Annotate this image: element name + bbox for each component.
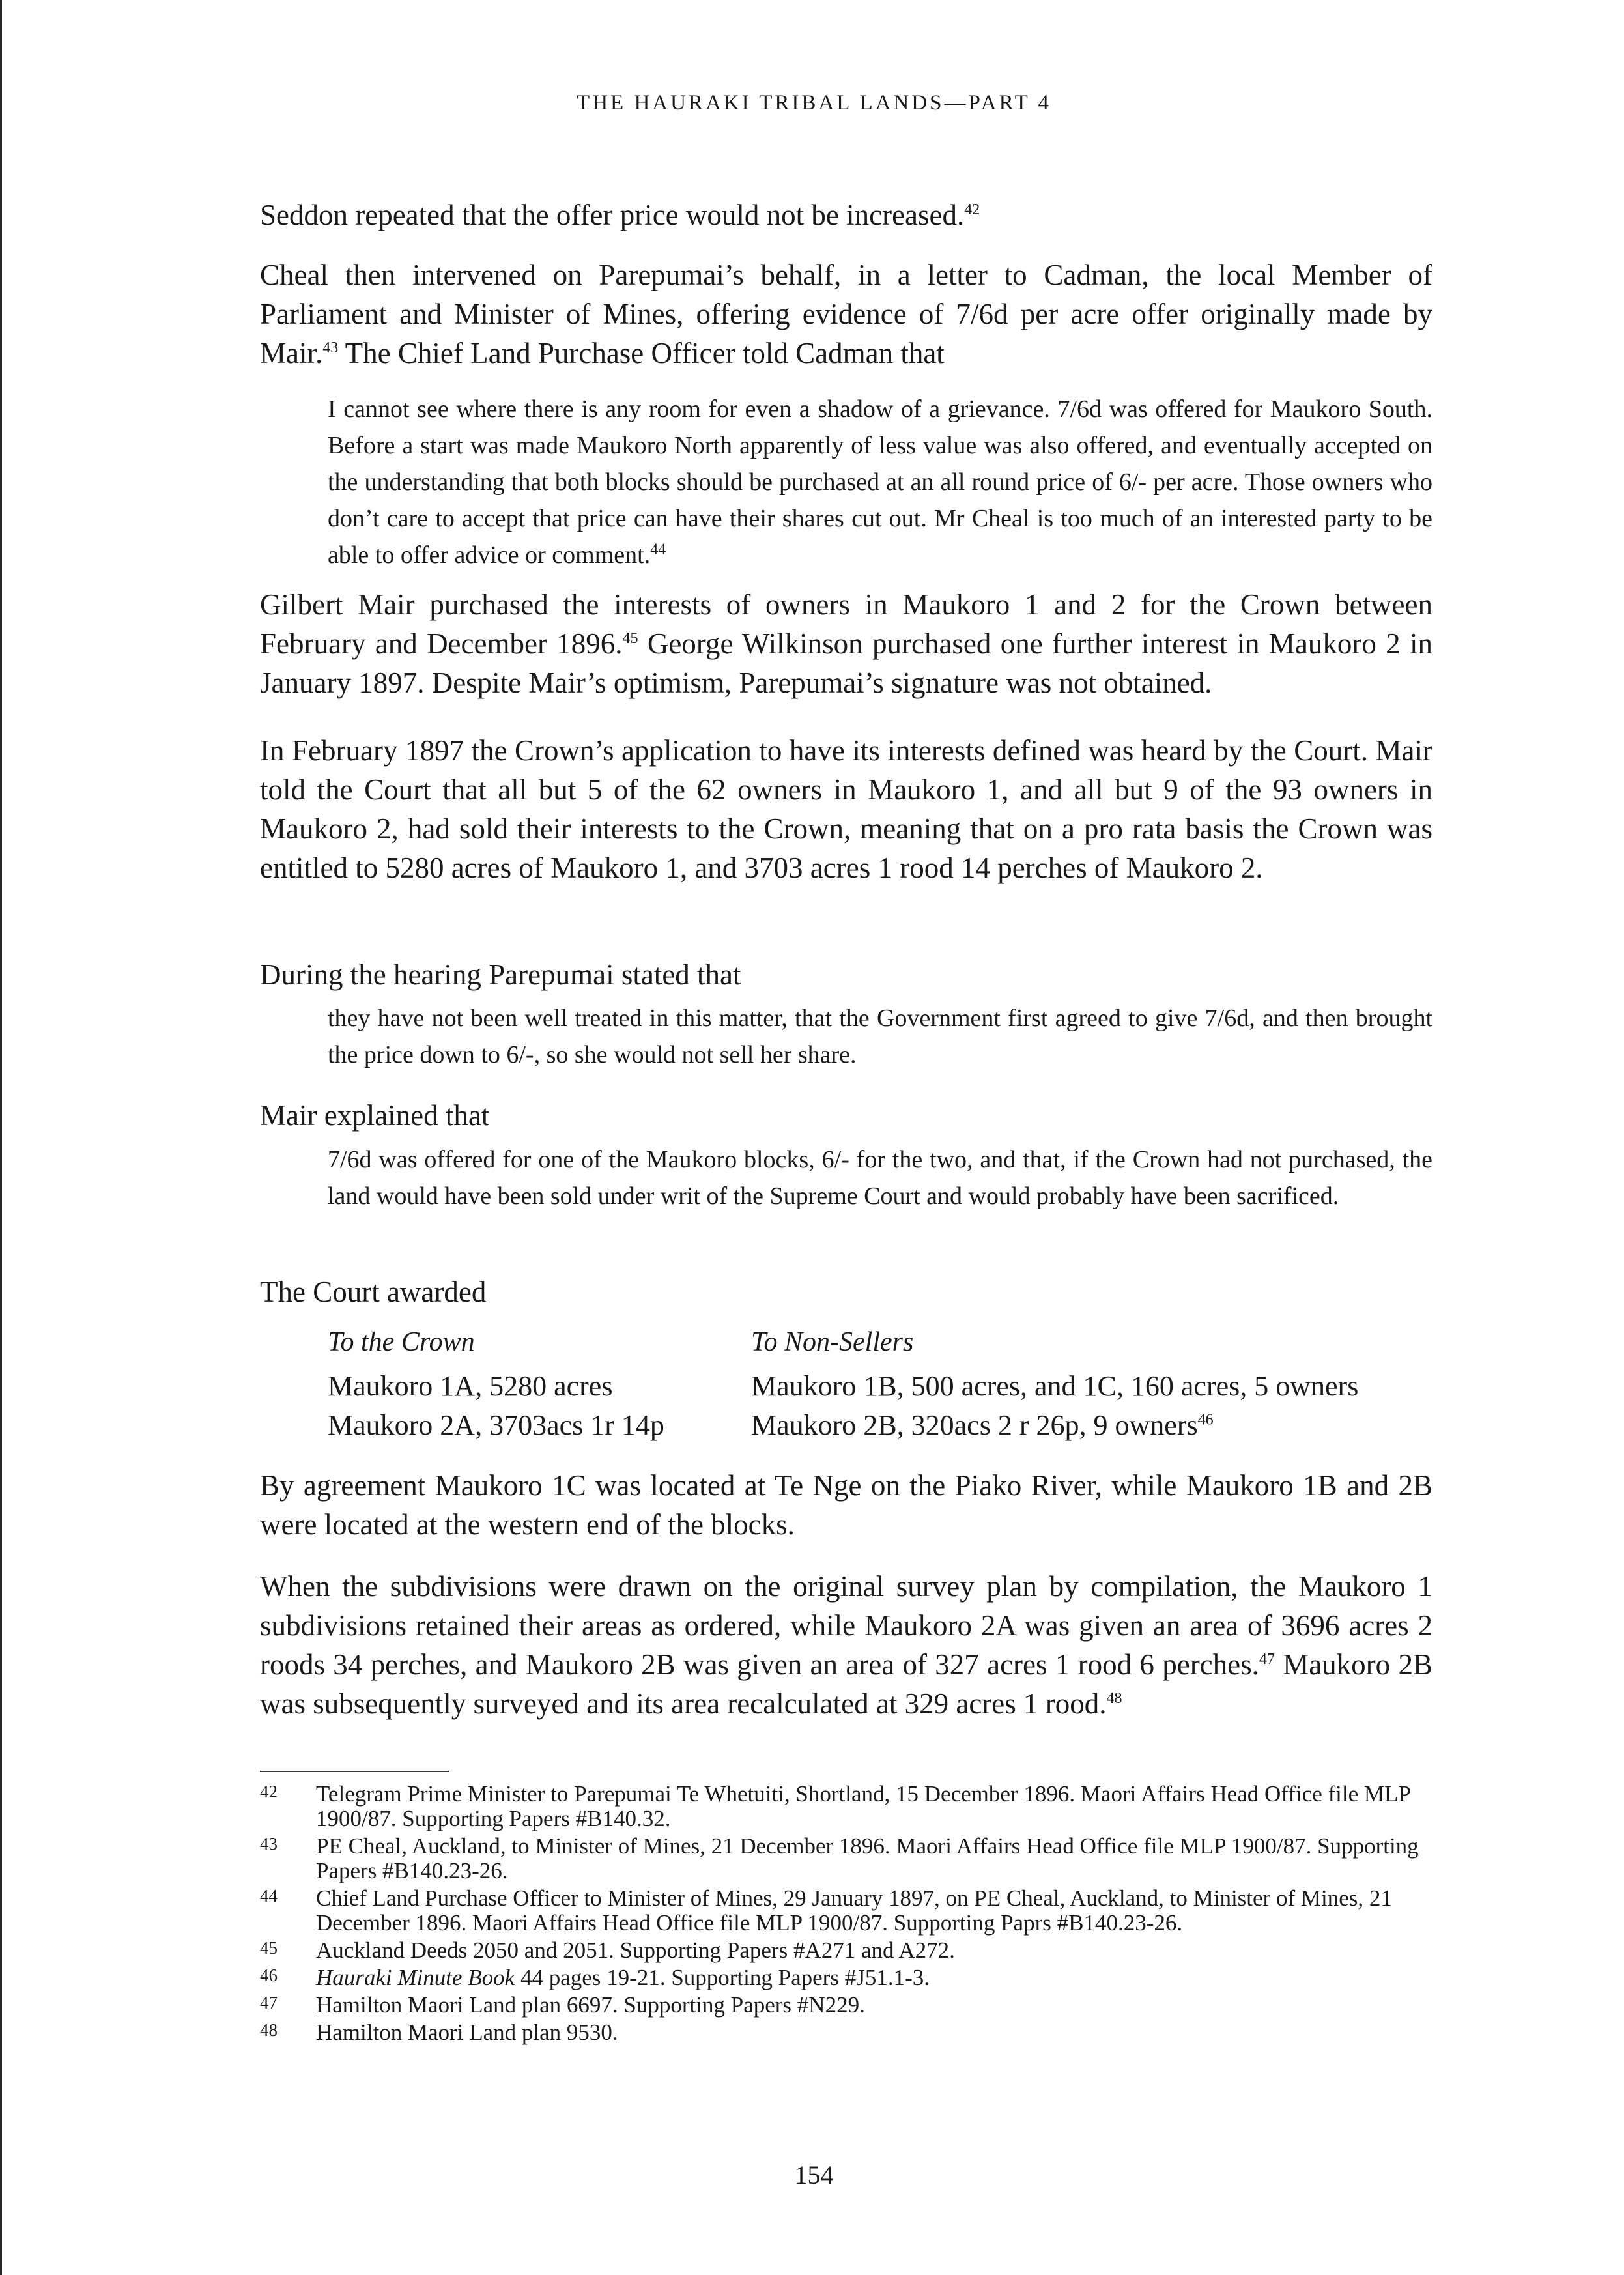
footnote: 46 Hauraki Minute Book 44 pages 19-21. Supporting Papers #J51.1-3. [260,1966,1432,1990]
award-row: Maukoro 1B, 500 acres, and 1C, 160 acres, 5 owners [751,1370,1359,1402]
block-quote: 7/6d was offered for one of the Maukoro blocks, 6/- for the two, and that, if the Crown had not purchased, the land would have been sold under writ of the Supreme Court and would probably have been sacrificed. [328,1146,1432,1210]
footnote-ref: 46 [1197,1411,1214,1429]
footnote-ref: 42 [964,201,980,218]
footnote-number: 46 [260,1966,278,1985]
footnote: 43 PE Cheal, Auckland, to Minister of Mines, 21 December 1896. Maori Affairs Head Office file MLP 1900/87. Supporting Papers #B140.23-26. [260,1834,1432,1883]
footnote-number: 44 [260,1886,278,1906]
award-column-crown [328,1323,732,1445]
body-paragraph: The Court awarded [260,1276,487,1308]
column-heading: To Non-Sellers [751,1327,914,1357]
body-paragraph: In February 1897 the Crown’s application to have its interests defined was heard by the Court. Mair told the Court that all but 5 of the 62 owners in Maukoro 1, and all but 9 of the 93 owners in Maukoro 2, had sold their interests to the Crown, meaning that on a pro rata basis the Crown was entitled to 5280 acres of Maukoro 1, and 3703 acres 1 rood 14 perches of Maukoro 2. [260,734,1432,884]
footnote: 45 Auckland Deeds 2050 and 2051. Supporting Papers #A271 and A272. [260,1938,1432,1963]
footnote-number: 42 [260,1782,278,1801]
footnote: 42 Telegram Prime Minister to Parepumai Te Whetuiti, Shortland, 15 December 1896. Maori Affairs Head Office file MLP 1900/87. Supporting Papers #B140.32. [260,1782,1432,1831]
column-heading: To the Crown [328,1327,475,1357]
footnote-ref: 43 [322,339,339,356]
footnotes [260,1782,1432,2048]
footnote-divider [260,1771,449,1772]
footnote-ref: 48 [1106,1690,1122,1707]
body-paragraph: When the subdivisions were drawn on the original survey plan by compilation, the Maukoro 1 subdivisions retained their areas as ordered, while Maukoro 2A was given an area of 3696 acres 2 roods 34 perches, and Maukoro 2B was given an area of 327 acres 1 rood 6 perches.$^{47}$ Maukoro 2B was subsequently surveyed and its area recalculated at 329 acres 1 rood.$^{48}$ [260,1570,1432,1720]
footnote-number: 45 [260,1938,278,1958]
footnote-ref: 44 [650,541,666,558]
body-paragraph: Seddon repeated that the offer price would not be increased.$^{42}$ [260,199,980,231]
footnote: 47 Hamilton Maori Land plan 6697. Supporting Papers #N229. [260,1993,1432,2018]
footnote: 48 Hamilton Maori Land plan 9530. [260,2020,1432,2045]
footnote-ref: 47 [1259,1651,1275,1668]
award-row: Maukoro 1A, 5280 acres [328,1370,613,1402]
body-paragraph: Gilbert Mair purchased the interests of owners in Maukoro 1 and 2 for the Crown between February and December 1896.45 George Wilkinson purchased one further interest in Maukoro 2 in January 1897. Despite Mair’s optimism, Parepumai’s signature was not obtained. [260,588,1432,699]
footnote-number: 47 [260,1993,278,2012]
body-paragraph: By agreement Maukoro 1C was located at Te Nge on the Piako River, while Maukoro 1B and 2B were located at the western end of the blocks. [260,1469,1432,1541]
footnote-ref: 45 [622,630,638,647]
body-paragraph: Mair explained that [260,1099,490,1132]
block-quote: I cannot see where there is any room for even a shadow of a grievance. 7/6d was offered for Maukoro South. Before a start was made Maukoro North apparently of less value was also offered, and eventually accepted on the understanding that both blocks should be purchased at an all round price of 6/- per acre. Those owners who don’t care to accept that price can have their shares cut out. Mr Cheal is too much of an interested party to be able to offer advice or comment.$^{44}$ [328,395,1432,569]
block-quote: they have not been well treated in this matter, that the Government first agreed to give 7/6d, and then brought the price down to 6/-, so she would not sell her share. [328,1005,1432,1068]
footnote: 44 Chief Land Purchase Officer to Minister of Mines, 29 January 1897, on PE Cheal, Auckland, to Minister of Mines, 21 December 1896. Maori Affairs Head Office file MLP 1900/87. Supporting Paprs #B140.23-26. [260,1886,1432,1936]
body-paragraph: Cheal then intervened on Parepumai’s behalf, in a letter to Cadman, the local Member of Parliament and Minister of Mines, offering evidence of 7/6d per acre offer originally made by Mair.$^{43}$ The Chief Land Purchase Officer told Cadman that [260,259,1432,369]
award-row: Maukoro 2B, 320acs 2 r 26p, 9 owners$^{46}$ [751,1409,1214,1441]
award-row: Maukoro 2A, 3703acs 1r 14p [328,1409,664,1441]
footnote-number: 43 [260,1834,278,1853]
page-number: 154 [794,2160,834,2190]
award-column-nonsellers [751,1323,1435,1445]
body-paragraph: During the hearing Parepumai stated that [260,958,741,991]
footnote-number: 48 [260,2020,278,2040]
running-header: THE HAURAKI TRIBAL LANDS—PART 4 [577,91,1051,115]
